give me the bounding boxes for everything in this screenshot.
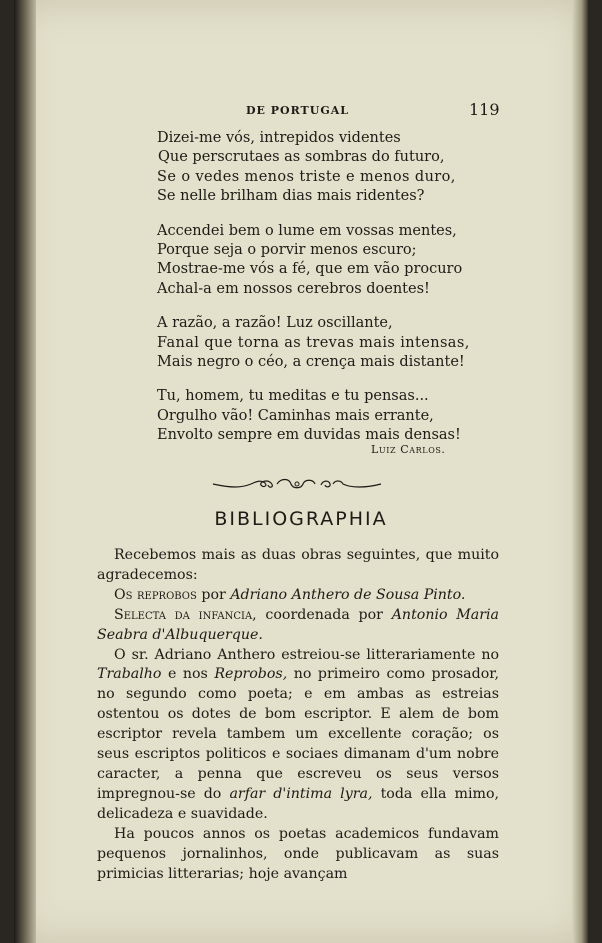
- poem-line: Mais negro o céo, a crença mais distante!: [157, 354, 465, 371]
- poem-line: Porque seja o porvir menos escuro;: [157, 242, 417, 259]
- poem-line: A razão, a razão! Luz oscillante,: [157, 315, 393, 332]
- work-author: Antonio Maria Seabra d'Albuquerque.: [97, 606, 500, 643]
- binding-edge: [14, 0, 36, 943]
- poem-line: Fanal que torna as trevas mais intensas,: [157, 334, 470, 351]
- text-run: O sr. Adriano Anthero estreiou-se litterariamente no: [114, 646, 499, 663]
- poem-line: Dizei-me vós, intrepidos videntes: [157, 130, 401, 146]
- page-edge: [572, 0, 588, 943]
- stanza: [157, 314, 477, 372]
- poem-line: Envolto sempre em duvidas mais densas!: [157, 427, 461, 444]
- poem-line: Se o vedes menos triste e menos duro,: [157, 168, 456, 185]
- paragraph: [97, 646, 499, 825]
- poem-line: Que perscrutaes as sombras do futuro,: [158, 149, 445, 166]
- stanza: [157, 129, 477, 207]
- paragraph: [97, 606, 499, 646]
- work-by: coordenada por: [265, 606, 383, 623]
- intro-text: Recebemos mais as duas obras seguintes, que muito agradecemos:: [97, 547, 499, 583]
- italic-title: Reprobos,: [214, 666, 288, 683]
- poem-line: Accendei bem o lume em vossas mentes,: [157, 222, 457, 239]
- text-run: no primeiro como prosador, no segundo como poeta; e em ambas as estreias ostentou os dotes de bom escriptor. E alem de bom escriptor revela tambem um excellente coração; os seus escriptos politicos e sociaes dimanam d'um nobre caracter, a penna que escreveu os seus versos impregnou-se do: [97, 666, 499, 802]
- poem-line: Tu, homem, tu meditas e tu pensas...: [157, 388, 429, 405]
- stanza: [157, 222, 477, 300]
- italic-title: Trabalho: [97, 666, 162, 683]
- poem-line: Achal-a em nossos cerebros doentes!: [157, 280, 430, 297]
- work-title: Selecta da infancia,: [114, 606, 257, 623]
- paragraph: [97, 825, 499, 885]
- text-run: Ha poucos annos os poetas academicos fundavam pequenos jornalinhos, onde publicavam as suas primicias litterarias; hoje avançam: [97, 825, 499, 882]
- bibliography-text: [97, 546, 499, 884]
- poem-line: Se nelle brilham dias mais ridentes?: [157, 188, 425, 205]
- poem-line: Mostrae-me vós a fé, que em vão procuro: [157, 261, 463, 278]
- ornament-divider: [211, 474, 383, 494]
- book-page: [14, 0, 588, 943]
- text-run: e nos: [167, 666, 208, 683]
- work-title: Os reprobos: [114, 586, 197, 603]
- italic-quote: arfar d'intima lyra,: [229, 785, 373, 802]
- poem: [157, 129, 477, 461]
- poem-signature: Luiz Carlos.: [371, 443, 446, 456]
- work-by: por: [201, 586, 226, 603]
- text-run: toda ella mimo, delicadeza e suavidade.: [97, 785, 500, 822]
- running-header: DE PORTUGAL: [246, 104, 349, 117]
- section-title: BIBLIOGRAPHIA: [214, 508, 388, 530]
- paragraph: [97, 586, 499, 606]
- poem-line: Orgulho vão! Caminhas mais errante,: [157, 407, 434, 424]
- stanza: [157, 387, 477, 445]
- work-author: Adriano Anthero de Sousa Pinto.: [230, 586, 466, 603]
- page-number: 119: [469, 100, 500, 119]
- paragraph: [97, 546, 499, 586]
